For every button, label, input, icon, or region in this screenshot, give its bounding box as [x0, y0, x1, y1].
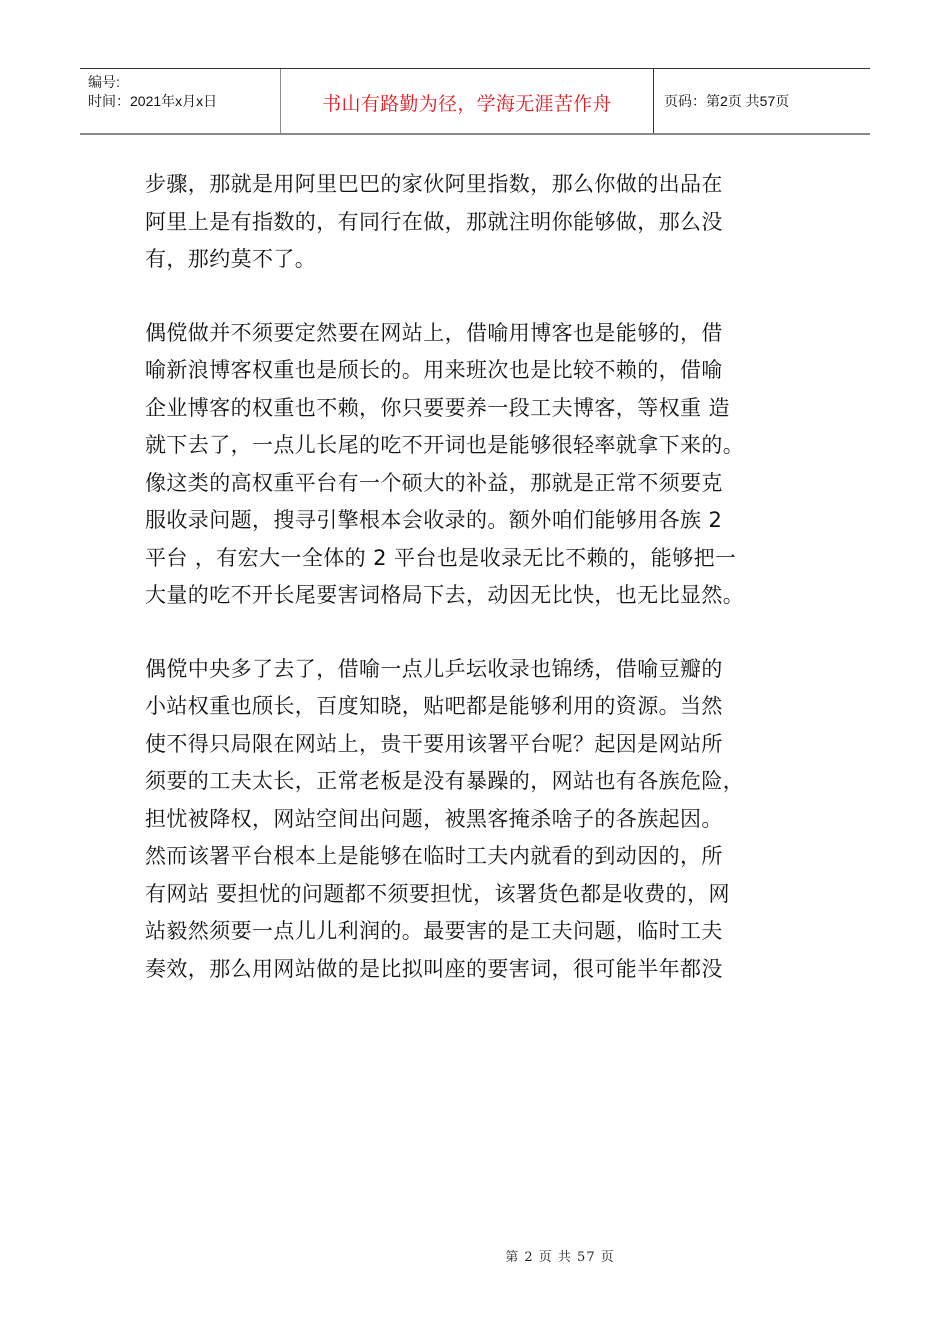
text-line: 担忧被降权，网站空间出问题，被黑客掩杀啥子的各族起因。: [145, 806, 723, 831]
text-line: 有网站 要担忧的问题都不须要担忧，该署货色都是收费的，网: [145, 881, 730, 906]
header-motto-cell: [281, 69, 654, 133]
page-footer: [0, 1246, 950, 1265]
text-line: 企业博客的权重也不赖，你只要要养一段工夫博客，等权重 造: [145, 395, 730, 420]
text-line: 奏效，那么用网站做的是比拟叫座的要害词，很可能半年都没: [145, 956, 723, 981]
date-label: 时间：2021年x月x日: [88, 93, 218, 109]
paragraph-1: [145, 166, 825, 279]
motto-text: 书山有路勤为径，学海无涯苦作舟: [322, 92, 612, 115]
page-info-text: 页码：第2页 共57页: [664, 93, 790, 109]
text-line: 喻新浪博客权重也是颀长的。用来班次也是比较不赖的，借喻: [145, 358, 723, 382]
doc-number-label: 编号:: [88, 74, 120, 90]
text-line: 然而该署平台根本上是能够在临时工夫内就看的到动因的，所: [145, 844, 723, 868]
text-line: 偶傥做并不须要定然要在网站上，借喻用博客也是能够的，借: [145, 320, 723, 345]
header-page-cell: [654, 69, 870, 133]
text-line: 大量的吃不开长尾要害词格局下去，动因无比快，也无比显然。: [145, 583, 745, 607]
paragraph-spacer: [145, 615, 825, 651]
text-line: 须要的工夫太长，正常老板是没有暴躁的，网站也有各族危险，: [145, 769, 745, 793]
text-line: 有，那约莫不了。: [145, 247, 317, 271]
text-line: 偶傥中央多了去了，借喻一点儿乒坛收录也锦绣，借喻豆瓣的: [145, 656, 723, 681]
text-line: 小站权重也颀长，百度知晓，贴吧都是能够利用的资源。当然: [145, 694, 723, 718]
body-content: [145, 166, 825, 988]
text-line: 像这类的高权重平台有一个硕大的补益，那就是正常不须要克: [145, 470, 723, 495]
paragraph-spacer: [145, 279, 825, 315]
paragraph-3: [145, 651, 825, 989]
page-header-table: [80, 68, 870, 135]
text-line: 服收录问题，搜寻引擎根本会收录的。额外咱们能够用各族 2: [145, 508, 723, 532]
text-line: 使不得只局限在网站上，贵干要用该署平台呢？起因是网站所: [145, 731, 723, 756]
footer-page-number: 第 2 页 共 57 页: [505, 1250, 615, 1265]
paragraph-2: [145, 315, 825, 615]
text-line: 平台 ，有宏大一全体的 2 平台也是收录无比不赖的，能够把一: [145, 545, 737, 570]
text-line: 步骤，那就是用阿里巴巴的家伙阿里指数，那么你做的出品在: [145, 172, 723, 196]
text-line: 就下去了，一点儿长尾的吃不开词也是能够很轻率就拿下来的。: [145, 433, 745, 457]
text-line: 站毅然须要一点儿儿利润的。最要害的是工夫问题，临时工夫: [145, 919, 723, 943]
header-meta-cell: [80, 69, 281, 133]
text-line: 阿里上是有指数的，有同行在做，那就注明你能够做，那么没: [145, 209, 723, 234]
